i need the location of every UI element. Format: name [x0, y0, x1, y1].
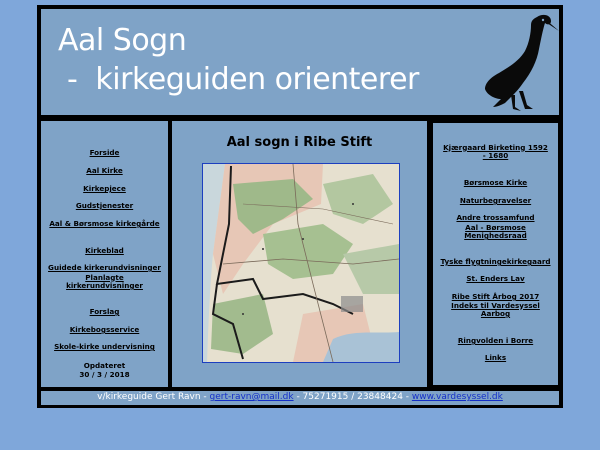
nav-link-skole-kirke[interactable]: Skole-kirke undervisning: [54, 342, 155, 351]
site-subtitle: - kirkeguiden orienterer: [58, 62, 419, 97]
nav-link-ringvolden[interactable]: Ringvolden i Borre: [457, 336, 534, 345]
nav-link-indeks[interactable]: Indeks til Vardesyssel Aarbog: [451, 300, 540, 318]
nav-item-st-enders[interactable]: [433, 266, 558, 285]
nav-link-forside[interactable]: Forside: [89, 148, 120, 157]
nav-link-kirkebogsservice[interactable]: Kirkebogsservice: [69, 325, 140, 334]
nav-item-kjaergaard[interactable]: [433, 143, 558, 162]
site-header: [41, 9, 559, 115]
nav-item-links[interactable]: [433, 345, 558, 364]
nav-item-gudstjenester[interactable]: [41, 193, 168, 212]
nav-item-kirkegaarde[interactable]: [41, 211, 168, 230]
nav-link-aarbog[interactable]: Ribe Stift Årbog 2017: [451, 292, 540, 301]
nav-item-forside[interactable]: [41, 140, 168, 159]
nav-link-kirkeblad[interactable]: Kirkeblad: [85, 246, 124, 255]
parish-map-image: [202, 163, 400, 363]
nav-item-andre-trossamfund[interactable]: [433, 205, 558, 224]
nav-link-kirkegaarde[interactable]: Aal & Børsmose kirkegårde: [49, 219, 160, 228]
site-title: Aal Sogn: [58, 23, 187, 58]
page-title: Aal sogn i Ribe Stift: [226, 135, 373, 150]
nav-item-aal-kirke[interactable]: [41, 158, 168, 177]
nav-item-skole-kirke[interactable]: [41, 334, 168, 353]
nav-link-st-enders[interactable]: St. Enders Lav: [466, 274, 525, 283]
nav-item-planlagte[interactable]: [41, 273, 168, 292]
nav-link-links[interactable]: Links: [484, 353, 507, 362]
nav-link-borsmose-kirke[interactable]: Børsmose Kirke: [463, 178, 528, 187]
footer-contact: [41, 392, 559, 402]
updated-label: Opdateret: [83, 361, 126, 370]
site-footer: [41, 391, 559, 405]
footer-site-link[interactable]: www.vardesyssel.dk: [411, 392, 503, 402]
left-sidebar: [41, 121, 168, 387]
nav-link-aal-kirke[interactable]: Aal Kirke: [86, 166, 123, 175]
right-sidebar: [433, 123, 558, 385]
nav-item-guidede[interactable]: [41, 255, 168, 274]
nav-link-kjaergaard[interactable]: Kjærgaard Birketing 1592 - 1680: [443, 142, 548, 160]
updated-date: 30 / 3 / 2018: [79, 370, 130, 379]
footer-email-link[interactable]: gert-ravn@mail.dk: [209, 392, 294, 402]
nav-item-borsmose-kirke[interactable]: [433, 170, 558, 189]
main-content: [172, 121, 427, 387]
cormorant-logo-icon: [471, 9, 561, 114]
footer-prefix: v/kirkeguide Gert Ravn -: [97, 392, 210, 402]
nav-link-guidede[interactable]: Guidede kirkerundvisninger: [48, 263, 161, 272]
footer-phones: - 75271915 / 23848424 -: [293, 392, 412, 402]
nav-link-forslag[interactable]: Forslag: [89, 307, 120, 316]
map-illustration: [203, 164, 399, 362]
nav-link-tyske[interactable]: Tyske flygtningekirkegaard: [440, 257, 551, 266]
nav-item-menighedsraad[interactable]: [433, 223, 558, 242]
nav-link-andre-trossamfund[interactable]: Andre trossamfund: [456, 213, 535, 222]
nav-item-indeks[interactable]: [433, 301, 558, 320]
nav-link-kirkepjece[interactable]: Kirkepjece: [83, 184, 126, 193]
nav-link-planlagte[interactable]: Planlagte kirkerundvisninger: [66, 272, 143, 290]
nav-link-menighedsraad[interactable]: Aal - Børsmose Menighedsraad: [464, 222, 527, 240]
nav-item-forslag[interactable]: [41, 299, 168, 318]
nav-link-naturbegravelser[interactable]: Naturbegravelser: [459, 196, 532, 205]
nav-link-gudstjenester[interactable]: Gudstjenester: [75, 201, 134, 210]
